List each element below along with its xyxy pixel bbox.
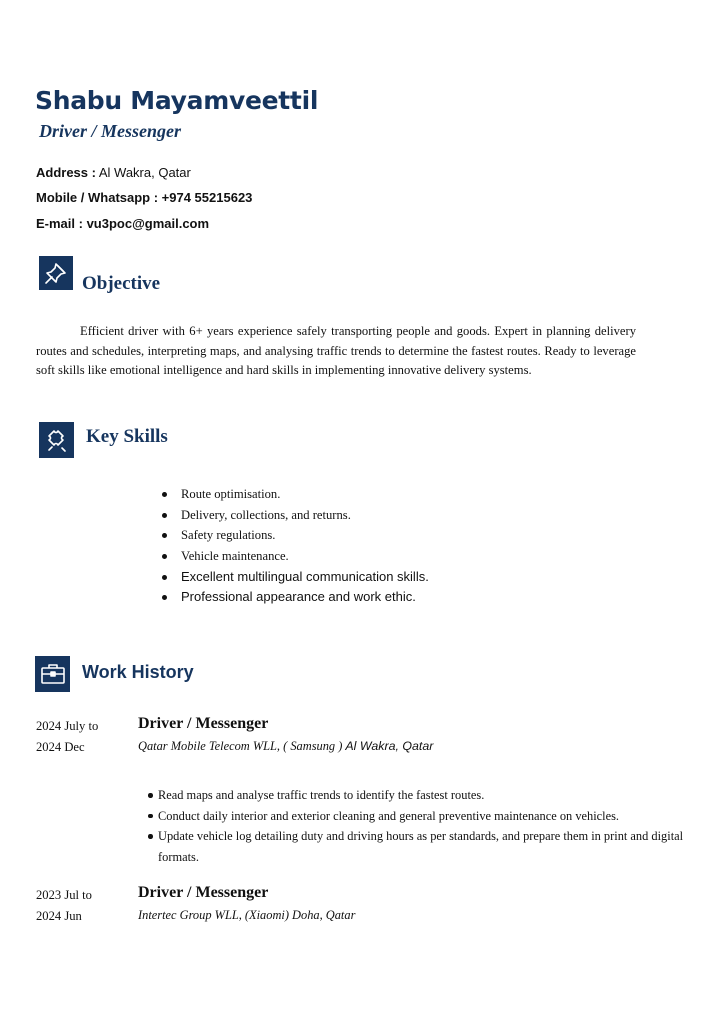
skill-item: Safety regulations. [160,525,429,546]
job-date-end: 2024 Jun [36,909,82,923]
duty-item: Conduct daily interior and exterior cleaning and general preventive maintenance on vehicles. [148,806,692,827]
job-company [138,739,433,754]
company-name: Qatar Mobile Telecom WLL, ( Samsung ) [138,739,346,753]
job-company: Intertec Group WLL, (Xiaomi) Doha, Qatar [138,908,356,922]
job-duties [148,785,692,867]
candidate-name: Shabu Mayamveettil [35,86,319,115]
mobile-line [36,190,252,205]
skill-item: Excellent multilingual communication skills. [160,567,429,588]
job-date-start: 2024 July to [36,719,99,733]
skill-item: Delivery, collections, and returns. [160,505,429,526]
email-label: E-mail : vu3poc@gmail.com [36,216,210,231]
objective-title: Objective [82,273,161,294]
company-location: Al Wakra, Qatar [345,739,434,753]
mobile-label: Mobile / Whatsapp : +974 55215623 [36,190,253,205]
skills-title: Key Skills [86,426,168,447]
address-line [36,165,191,180]
work-title: Work History [82,662,194,682]
duty-item: Update vehicle log detailing duty and driving hours as per standards, and prepare them in print and digital formats. [148,826,692,867]
duty-item: Read maps and analyse traffic trends to identify the fastest routes. [148,785,692,806]
job-title: Driver / Messenger [138,884,269,901]
skills-list [160,484,429,608]
skill-item: Route optimisation. [160,484,429,505]
job-date-end: 2024 Dec [36,740,85,754]
candidate-role: Driver / Messenger [39,121,181,141]
pushpin-icon [39,256,73,290]
puzzle-icon [39,422,74,458]
job-date-start: 2023 Jul to [36,888,92,902]
skill-item: Vehicle maintenance. [160,546,429,567]
objective-text: Efficient driver with 6+ years experience safely transporting people and goods. Expert in planning delivery routes and schedules, interpreting maps, and analysing traffic trends to determine the fastest routes. Ready to leverage soft skills like emotional intelligence and hard skills in implementing innovative delivery systems. [36,324,636,378]
skill-item: Professional appearance and work ethic. [160,587,429,608]
address-value: Al Wakra, Qatar [95,165,191,180]
email-line [36,216,209,231]
job-title: Driver / Messenger [138,715,269,732]
briefcase-icon [35,656,70,692]
address-label: Address : [36,165,96,180]
